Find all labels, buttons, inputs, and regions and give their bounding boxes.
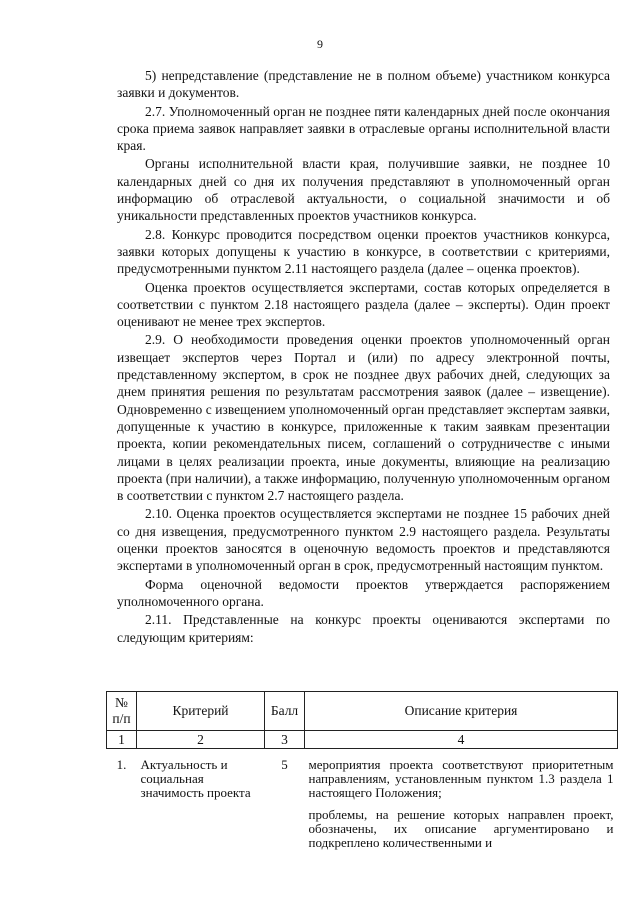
paragraph: 2.11. Представленные на конкурс проекты оцениваются экспертами по следующим критериям: <box>117 612 610 645</box>
paragraph: 2.7. Уполномоченный орган не позднее пяти календарных дней после окончания срока приема заявок направляет заявки в отраслевые органы исполнительной власти края. <box>117 103 610 154</box>
page-number: 9 <box>317 37 323 51</box>
column-number: 3 <box>265 731 305 749</box>
paragraph: Форма оценочной ведомости проектов утверждается распоряжением уполномоченного органа. <box>117 576 610 609</box>
row-score: 5 <box>281 757 288 772</box>
header-score: Балл <box>265 692 305 731</box>
description-item: мероприятия проекта соответствуют приоритетным направлениям, установленным пунктом 1.3 раздела 1 настоящего Положения; <box>308 757 614 800</box>
paragraph: 5) непредставление (представление не в полном объеме) участником конкурса заявки и документов. <box>117 68 610 101</box>
paragraph: 2.9. О необходимости проведения оценки проектов уполномоченный орган извещает экспертов через Портал и (или) по адресу электронной почты, представленному экспертом, в срок не позднее двух рабочих дней, следующих за днем принятия решения по результатам рассмотрения заявок (далее – извещение). Одновременно с извещением уполномоченный орган представляет экспертам заявки, допущенные к участию в конкурсе, приложенные к таким заявкам презентации проекта, копии рекомендательных писем, соглашений о сотрудничестве с иными лицами в целях реализации проекта, иные документы, влияющие на реализацию проекта (при наличии), а также информацию, полученную уполномоченным органом в соответствии с пунктом 2.7 настоящего раздела. <box>117 332 610 504</box>
column-numbers-row <box>107 731 618 749</box>
table-row <box>107 758 618 858</box>
row-criterion: Актуальность и социальная значимость проекта <box>140 757 251 800</box>
paragraph: 2.10. Оценка проектов осуществляется экспертами не позднее 15 рабочих дней со дня извещения, предусмотренного пунктом 2.9 настоящего раздела. Результаты оценки проектов заносятся в оценочную ведомость проектов и представляются экспертами в уполномоченный орган в срок, предусмотренный настоящим пунктом. <box>117 506 610 574</box>
header-criterion: Критерий <box>137 692 265 731</box>
row-description <box>305 758 618 858</box>
paragraph: Оценка проектов осуществляется экспертами, состав которых определяется в соответствии с пунктом 2.18 настоящего раздела (далее – эксперты). Один проект оценивают не менее трех экспертов. <box>117 279 610 330</box>
header-number: № п/п <box>107 692 137 731</box>
header-description: Описание критерия <box>305 692 618 731</box>
column-number: 1 <box>107 731 137 749</box>
criteria-table <box>106 691 618 858</box>
column-number: 2 <box>137 731 265 749</box>
body-text <box>117 67 610 646</box>
table-header-row <box>107 692 618 731</box>
row-number: 1. <box>116 757 127 772</box>
paragraph: Органы исполнительной власти края, получившие заявки, не позднее 10 календарных дней со дня их получения представляют в уполномоченный орган информацию об отраслевой актуальности, о социальной значимости и об уникальности представленных проектов участников конкурса. <box>117 156 610 224</box>
column-number: 4 <box>305 731 618 749</box>
description-item: проблемы, на решение которых направлен проект, обозначены, их описание аргументировано и подкреплено количественными и <box>308 807 614 850</box>
paragraph: 2.8. Конкурс проводится посредством оценки проектов участников конкурса, заявки которых допущены к участию в конкурсе, в соответствии с критериями, предусмотренными пунктом 2.11 настоящего раздела (далее – оценка проектов). <box>117 226 610 277</box>
